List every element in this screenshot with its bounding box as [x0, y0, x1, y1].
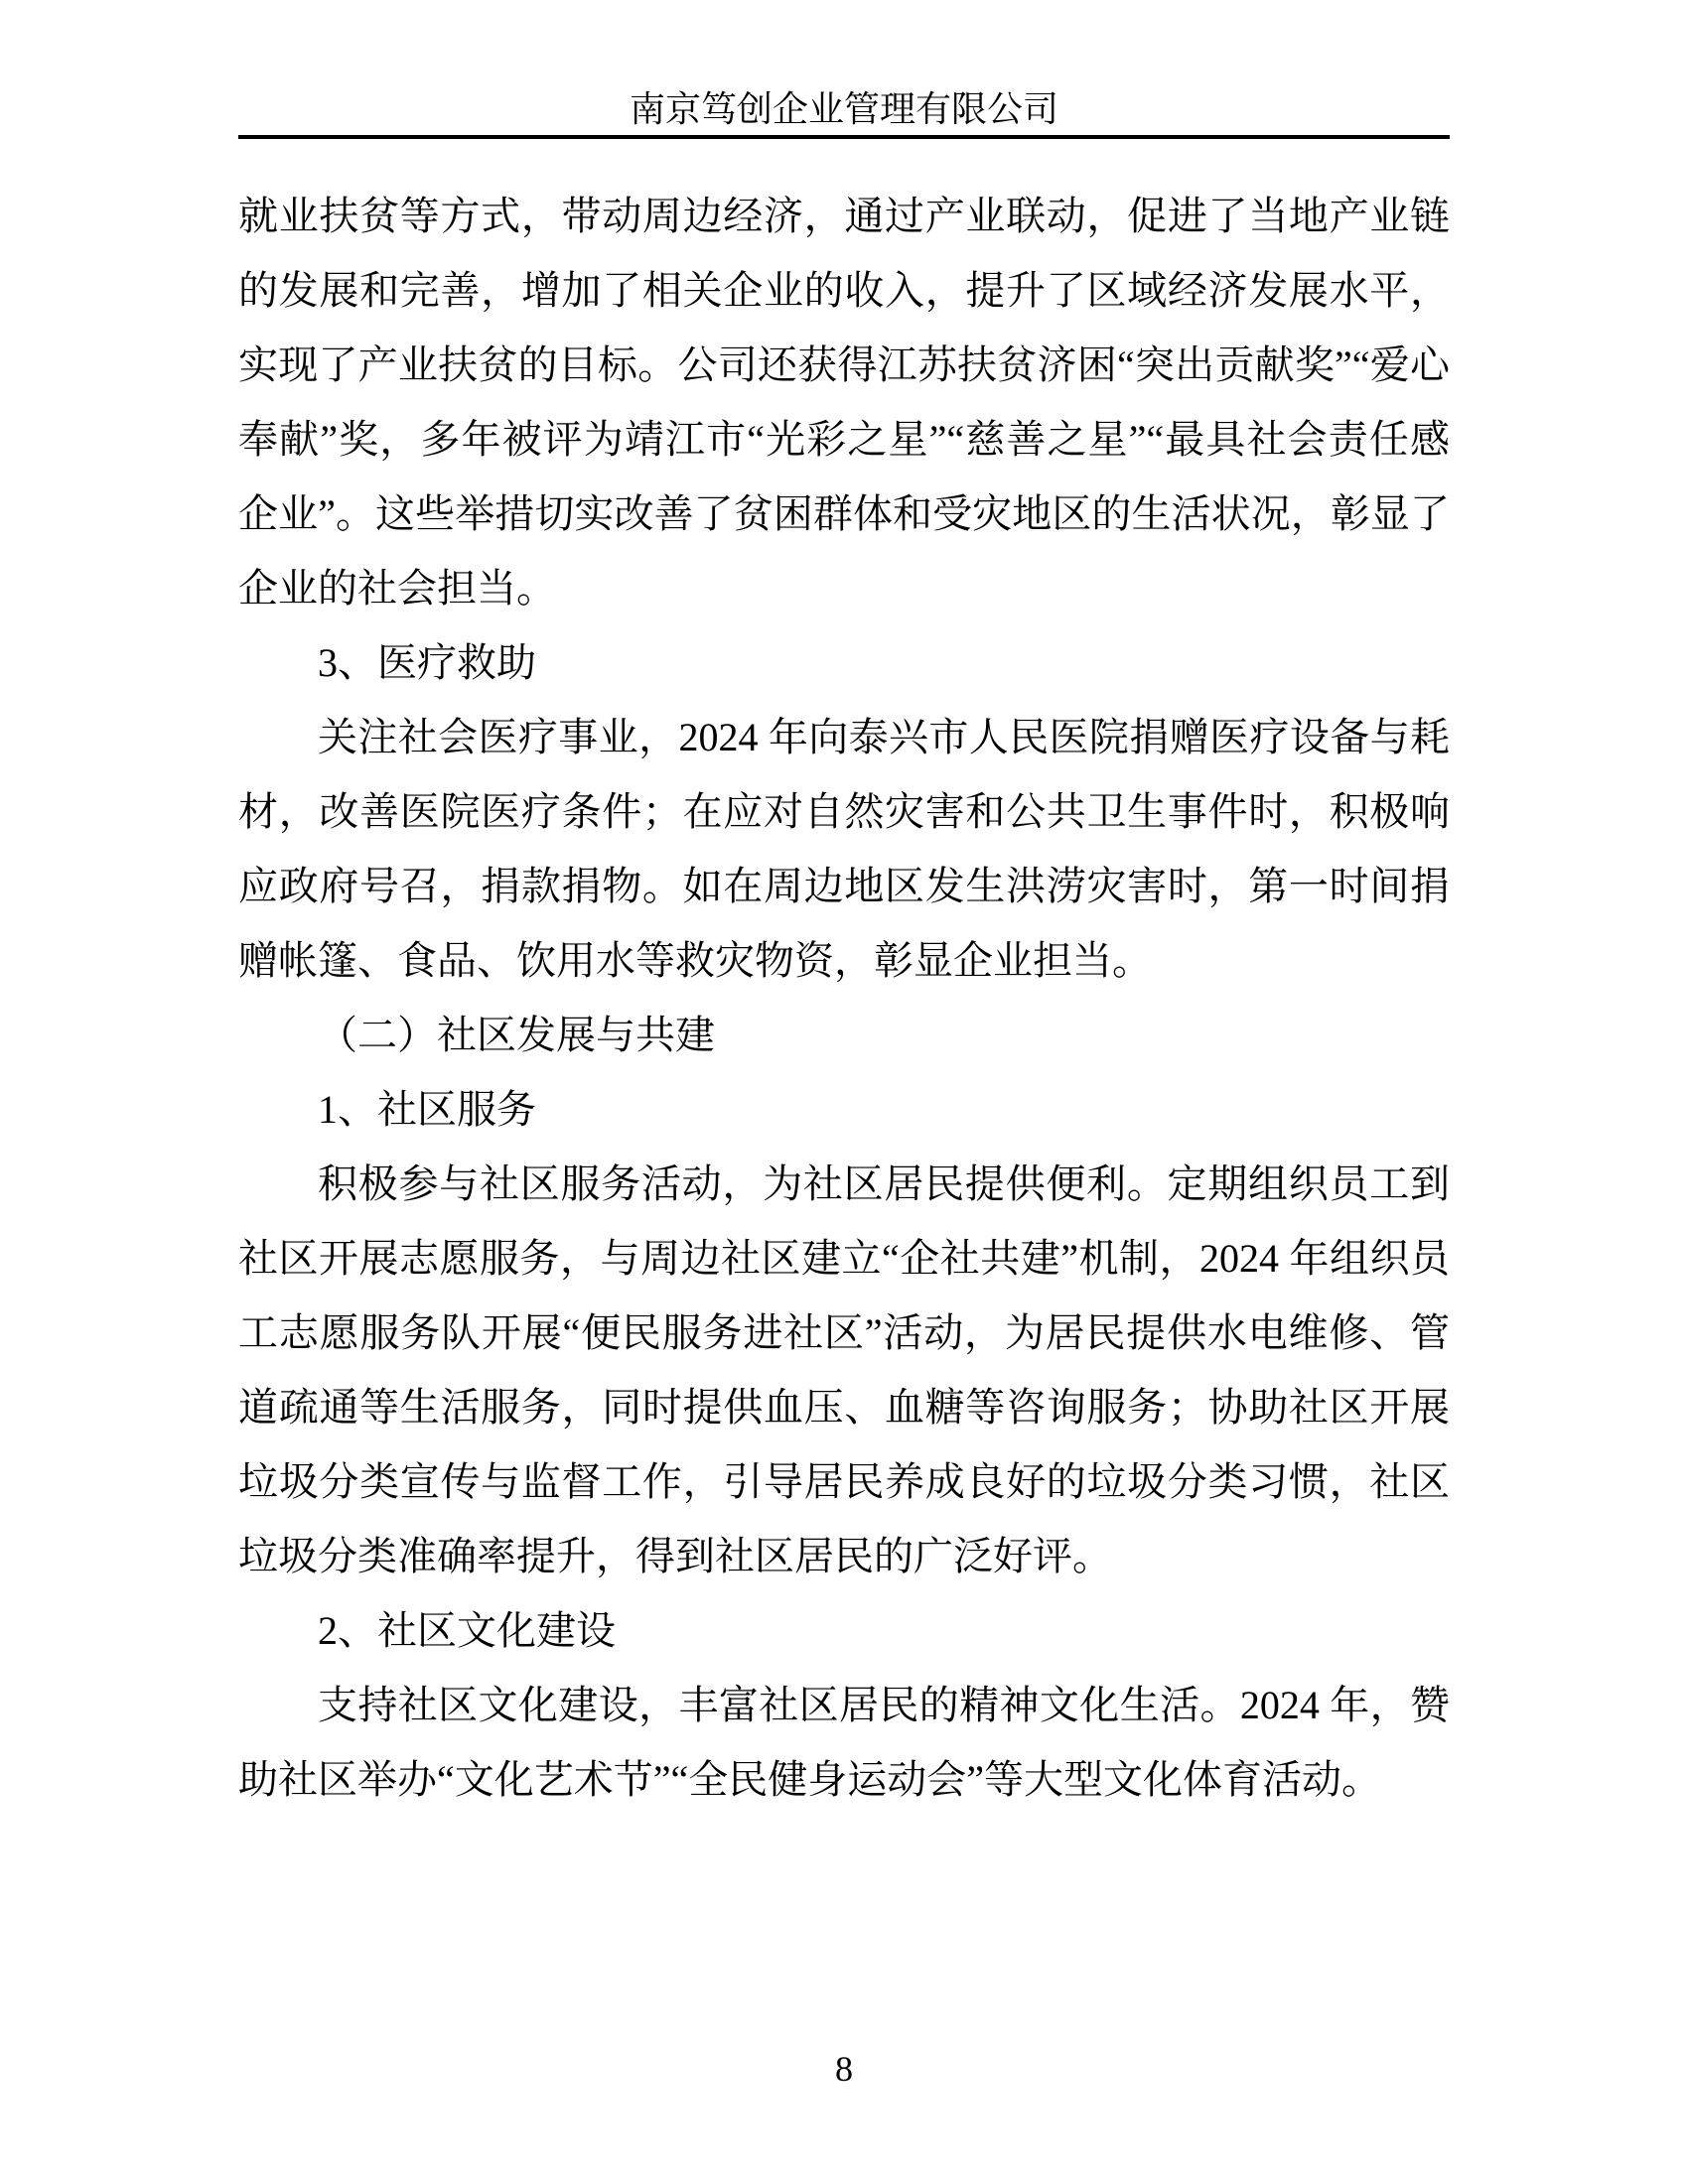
- heading-medical-assistance: 3、医疗救助: [318, 640, 536, 685]
- paragraph-poverty-alleviation: 就业扶贫等方式，带动周边经济，通过产业联动，促进了当地产业链的发展和完善，增加了相关企业的收入，提升了区域经济发展水平，实现了产业扶贫的目标。公司还获得江苏扶贫济困“突出贡献奖”“爱心奉献”奖，多年被评为靖江市“光彩之星”“慈善之星”“最具社会责任感企业”。这些举措切实改善了贫困群体和受灾地区的生活状况，彰显了企业的社会担当。: [238, 194, 1450, 611]
- page-header: [238, 88, 1450, 139]
- page-footer: [238, 2047, 1450, 2091]
- page-number: 8: [835, 2049, 853, 2089]
- heading-community-service: 1、社区服务: [318, 1087, 536, 1132]
- header-company-name: 南京笃创企业管理有限公司: [629, 89, 1058, 129]
- heading-community-culture: 2、社区文化建设: [318, 1608, 616, 1653]
- paragraph-medical-assistance: 关注社会医疗事业，2024 年向泰兴市人民医院捐赠医疗设备与耗材，改善医院医疗条件；在应对自然灾害和公共卫生事件时，积极响应政府号召，捐款捐物。如在周边地区发生洪涝灾害时，第一时间捐赠帐篷、食品、饮用水等救灾物资，彰显企业担当。: [238, 715, 1450, 983]
- paragraph-community-culture: 支持社区文化建设，丰富社区居民的精神文化生活。2024 年，赞助社区举办“文化艺术节”“全民健身运动会”等大型文化体育活动。: [238, 1683, 1450, 1802]
- heading-community-development: （二）社区发展与共建: [318, 1013, 715, 1057]
- paragraph-community-service: 积极参与社区服务活动，为社区居民提供便利。定期组织员工到社区开展志愿服务，与周边社区建立“企社共建”机制，2024 年组织员工志愿服务队开展“便民服务进社区”活动，为居民提供水电维修、管道疏通等生活服务，同时提供血压、血糖等咨询服务；协助社区开展垃圾分类宣传与监督工作，引导居民养成良好的垃圾分类习惯，社区垃圾分类准确率提升，得到社区居民的广泛好评。: [238, 1161, 1450, 1578]
- document-body: [238, 179, 1450, 1817]
